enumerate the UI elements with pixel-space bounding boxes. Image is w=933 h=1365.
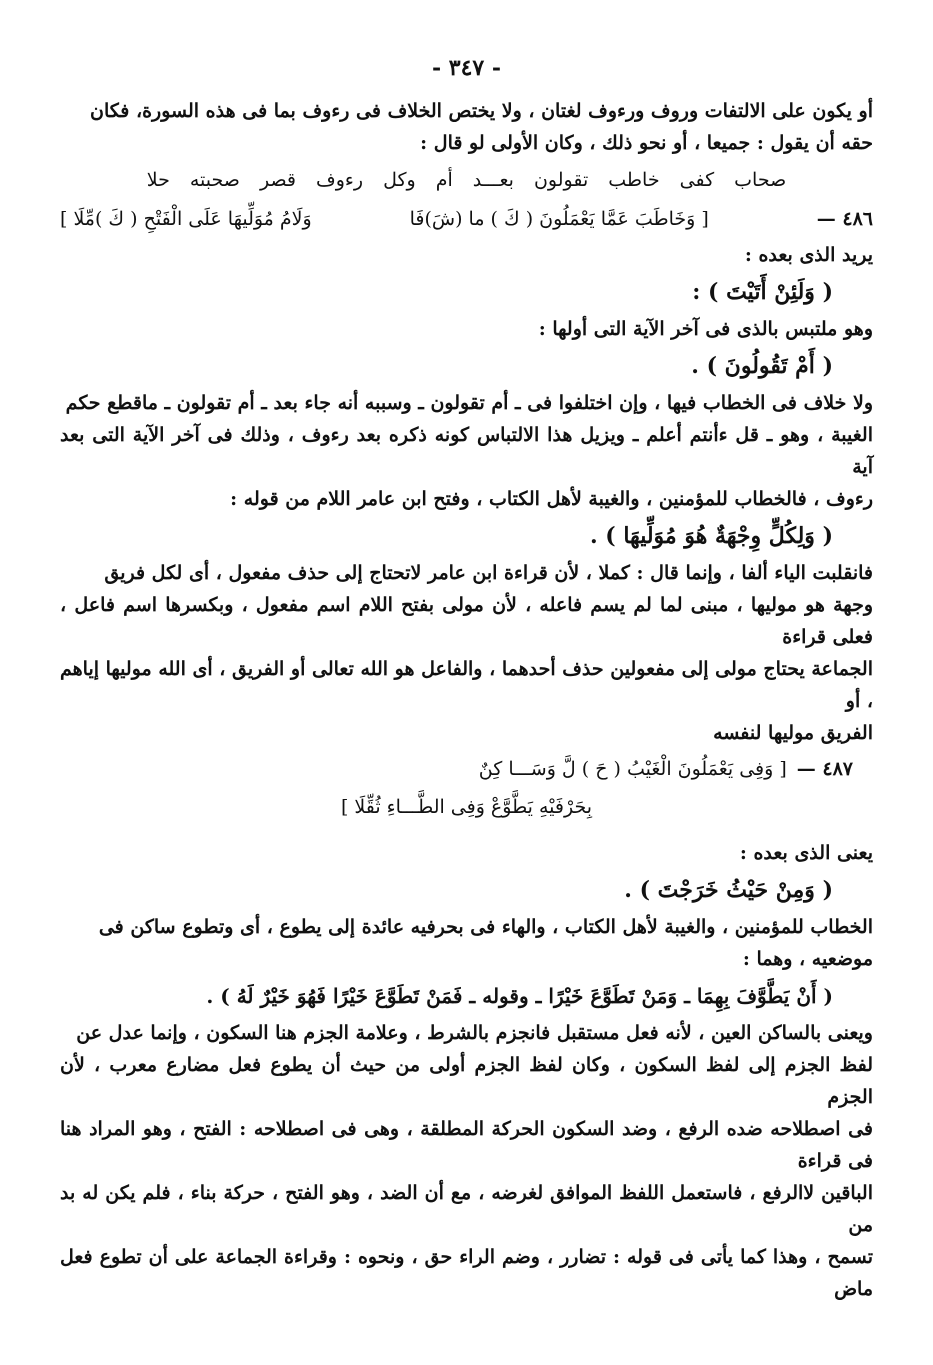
page-number: - ٣٤٧ - [431, 55, 502, 81]
text-line: يريد الذى بعده : [744, 244, 873, 266]
quran-quote: ( أَنْ يَطَّوَّفَ بِهِمَا ـ وَمَنْ تَطَوَّعَ خَيْرًا ـ وقوله ـ فَمَنْ تَطَوَّعَ خَيْرًا فَهُوَ خَيْرٌ لَهُ ) . [206, 984, 833, 1008]
text-line: وجهة هو موليها ، مبنى لما لم يسم فاعله ، لأن مولى بفتح اللام اسم مفعول ، وبكسرها اسم فاعل ، فعلى قراءة [60, 594, 873, 648]
text-line: فانقلبت الياء ألفا ، وإنما قال : كملا ، لأن قراءة ابن عامر لاتحتاج إلى حذف مفعول ، أى لكل فريق [104, 562, 873, 584]
text-line: الغيبة ، وهو ـ قل ءأنتم أعلم ـ ويزيل هذا الالتباس كونه ذكره بعد رءوف ، وذلك فى آخر الآية التى بعد آية [60, 424, 873, 478]
text-line: حقه أن يقول : جميعا ، أو نحو ذلك ، وكان الأولى لو قال : [420, 132, 873, 154]
quran-quote: ( وَلِكُلٍّ وِجْهَةٌ هُوَ مُوَلِّيهَا ) . [589, 523, 833, 549]
text-line: الخطاب للمؤمنين ، والغيبة لأهل الكتاب ، والهاء فى بحرفيه عائدة إلى يطوع ، أى وتطوع ساكن فى [98, 916, 873, 938]
text-line: الباقين لاالرفع ، فاستعمل اللفظ الموافق لغرضه ، مع أن الضد ، وهو الفتح ، حركة بناء ، فلم يكن له بد من [60, 1182, 873, 1236]
verse-hemistich-2: بِحَرْفَيْهِ يَطَّوَّعْ وَفِى الطَّـــاءِ ثُقِّلَا ] [340, 796, 593, 818]
verse-hemistich-1: [ وَفِى يَعْمَلُونَ الْغَيْبُ ( حَ ) لَّ وَسَـــا كِنٌ [478, 758, 787, 780]
verse-hemistich-2: وَلَامُ مُوَلِّيهَا عَلَى الْفَتْحِ ( كَ )مِّلَا ] [60, 208, 312, 230]
text-line: وهو ملتبس بالذى فى آخر الآية التى أولها : [538, 318, 873, 340]
quran-quote: ( أَمْ تَقُولُونَ ) . [691, 353, 833, 379]
text-line: موضعيه ، وهما : [742, 948, 873, 970]
text-line: الفريق موليها لنفسه [713, 722, 873, 744]
text-line: ويعنى بالساكن العين ، لأنه فعل مستقبل فانجزم بالشرط ، وعلامة الجزم هنا السكون ، وإنما عدل عن [76, 1022, 873, 1044]
poem-line: صحاب كفى خاطب تقولون بعـــد أم وكل رءوف قصر صحبته حلا [146, 169, 787, 191]
quran-quote: ( وَمِنْ حَيْثُ خَرَجْتَ ) . [624, 877, 833, 903]
verse-487-line-2 [60, 789, 873, 825]
text-line: لفظ الجزم إلى لفظ السكون ، وكان لفظ الجزم أولى من حيث أن يطوع فعل مضارع معرب ، لأن الجزم [60, 1054, 873, 1108]
quran-quote: ( وَلَئِنْ أَتَيْتَ ) : [692, 279, 833, 305]
text-line: الجماعة يحتاج مولى إلى مفعولين حذف أحدهما ، والفاعل هو الله تعالى أو الفريق ، أى الله موليها إياهم ، أو [60, 658, 873, 712]
verse-number: ٤٨٧ — [796, 758, 853, 780]
text-line: أو يكون على الالتفات وروف ورءوف لغتان ، ولا يختص الخلاف فى رءوف بما فى هذه السورة، فكان [90, 100, 873, 122]
verse-number: ٤٨٦ — [816, 208, 873, 230]
verse-hemistich-1: [ وَخَاطَبَ عَمَّا يَعْمَلُونَ ( كَ ) ما (شَ)فَا [409, 208, 709, 230]
verse-487-line-1 [60, 751, 873, 787]
text-line: تسمح ، وهذا كما يأتى فى قوله : تضارر ، وضم الراء حق ، ونحوه : وقراءة الجماعة على أن تطوع فعل ماض [60, 1246, 873, 1300]
text-line: رءوف ، فالخطاب للمؤمنين ، والغيبة لأهل الكتاب ، وفتح ابن عامر اللام من قوله : [230, 488, 873, 510]
verse-486 [60, 201, 873, 237]
text-line: ولا خلاف فى الخطاب فيها ، وإن اختلفوا فى ـ أم تقولون ـ وسببه أنه جاء بعد ـ أم تقولون ـ ماقطع حكم [65, 392, 873, 414]
text-line: فى اصطلاحه ضده الرفع ، وضد السكون الحركة المطلقة ، وهى فى اصطلاحه : الفتح ، وهو المراد هنا فى قراءة [60, 1118, 873, 1172]
text-line: يعنى الذى بعده : [739, 842, 873, 864]
